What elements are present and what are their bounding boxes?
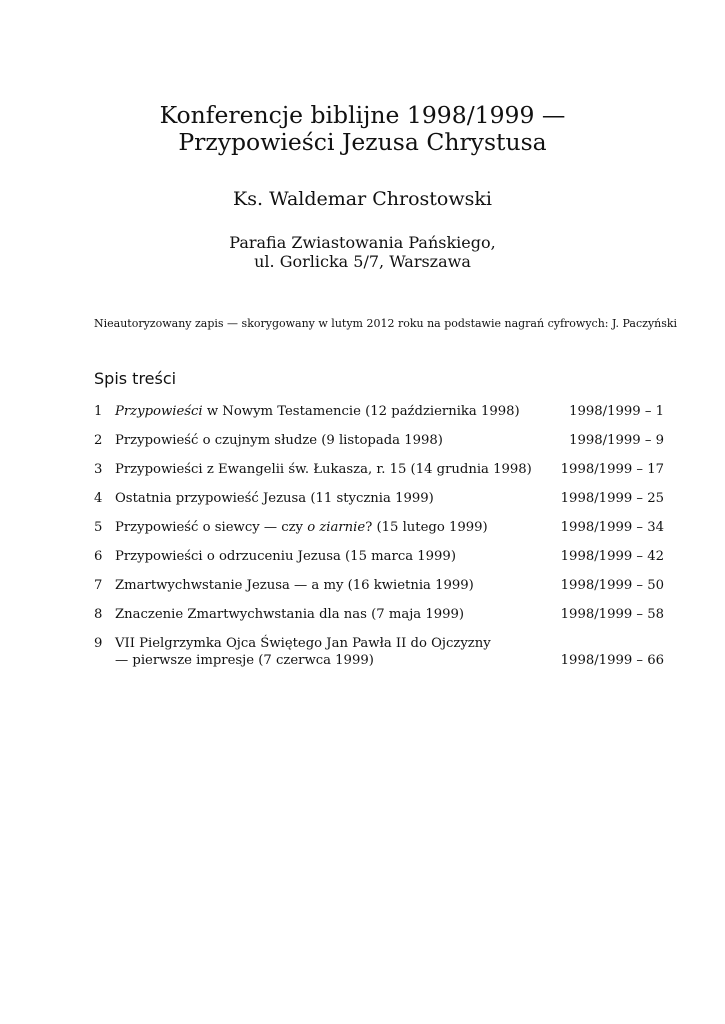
toc-heading: Spis treści [94, 369, 177, 388]
toc-entry-title: Przypowieści o odrzuceniu Jezusa (15 marca 1999) [115, 549, 456, 564]
toc-entry-title-italic: Przypowieści [115, 404, 203, 419]
toc-entry-number: 5 [94, 520, 103, 535]
toc-entry-number: 9 [94, 636, 103, 651]
toc-entry-page-ref: 1998/1999 – 50 [560, 578, 664, 593]
title-line-2: Przypowieści Jezusa Chrystusa [178, 128, 547, 156]
affiliation-line-1: Parafia Zwiastowania Pańskiego, [229, 233, 496, 252]
document-title [0, 102, 725, 156]
toc-entry-number: 1 [94, 404, 103, 419]
transcription-note: Nieautoryzowany zapis — skorygowany w lutym 2012 roku na podstawie nagrań cyfrowych: J. Paczyński [94, 317, 678, 330]
toc-entry-title-line-2: — pierwsze impresje (7 czerwca 1999) [115, 653, 374, 668]
toc-entry-number: 6 [94, 549, 103, 564]
title-line-1: Konferencje biblijne 1998/1999 — [159, 101, 566, 129]
affiliation [0, 233, 725, 271]
toc-entry-title: Zmartwychwstanie Jezusa — a my (16 kwietnia 1999) [115, 578, 474, 593]
toc-entry-title [115, 403, 520, 420]
toc-entry-title-part-a: Przypowieść o siewcy — czy [115, 520, 308, 535]
toc-entry-page-ref: 1998/1999 – 58 [560, 607, 664, 622]
toc-entry-title-italic: o ziarnie [307, 520, 366, 535]
toc-entry-number: 3 [94, 462, 103, 477]
toc-entry-number: 4 [94, 491, 103, 506]
toc-entry-title: Znaczenie Zmartwychwstania dla nas (7 maja 1999) [115, 607, 465, 622]
toc-entry-page-ref: 1998/1999 – 9 [569, 433, 664, 448]
toc-entry-title-part-b: ? (15 lutego 1999) [365, 520, 488, 535]
toc-entry-page-ref: 1998/1999 – 1 [569, 404, 664, 419]
toc-entry-page-ref: 1998/1999 – 25 [560, 491, 664, 506]
toc-entry-title-line-1: VII Pielgrzymka Ojca Świętego Jan Pawła II do Ojczyzny [115, 636, 491, 651]
toc-entry-number: 7 [94, 578, 103, 593]
author: Ks. Waldemar Chrostowski [233, 188, 492, 210]
toc-entry-title-rest: w Nowym Testamencie (12 października 1998) [202, 404, 520, 419]
toc-entry-page-ref: 1998/1999 – 66 [560, 653, 664, 668]
affiliation-line-2: ul. Gorlicka 5/7, Warszawa [254, 252, 471, 271]
toc-entry-number: 2 [94, 433, 103, 448]
toc-entry-number: 8 [94, 607, 103, 622]
toc-entry-title: Przypowieści z Ewangelii św. Łukasza, r. 15 (14 grudnia 1998) [115, 462, 532, 477]
toc-entry-page-ref: 1998/1999 – 17 [560, 462, 664, 477]
toc-entry-title [115, 519, 488, 536]
toc-entry-title [115, 635, 491, 669]
toc-entry-page-ref: 1998/1999 – 42 [560, 549, 664, 564]
toc-entry-title: Ostatnia przypowieść Jezusa (11 stycznia 1999) [115, 491, 434, 506]
toc-entry-title: Przypowieść o czujnym słudze (9 listopada 1998) [115, 433, 443, 448]
toc-entry-page-ref: 1998/1999 – 34 [560, 520, 664, 535]
